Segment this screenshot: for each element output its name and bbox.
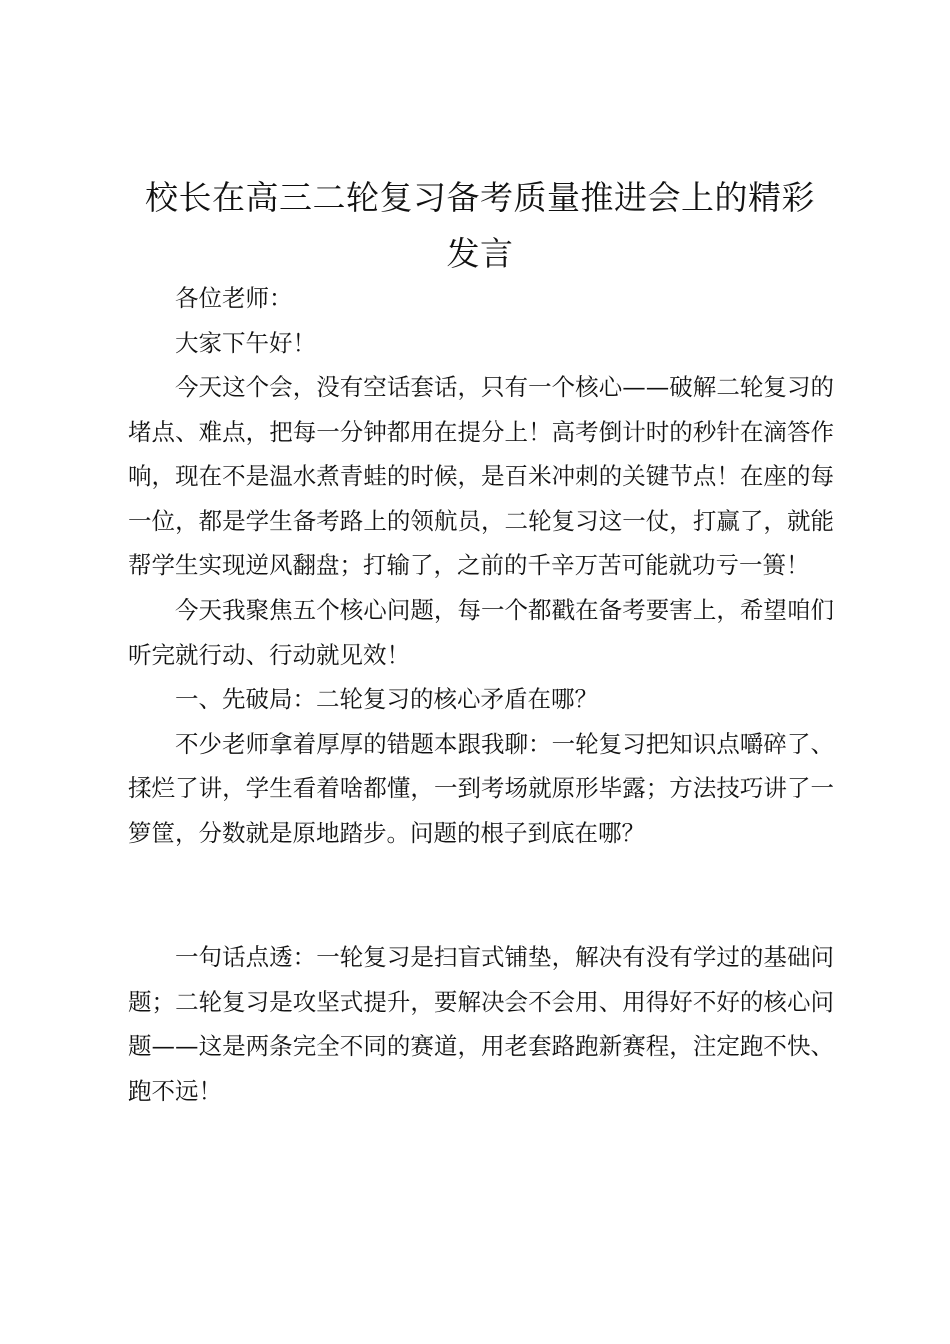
section-heading-1: 一、先破局：二轮复习的核心矛盾在哪？ [175, 685, 598, 714]
body-paragraphs-1 [128, 365, 834, 856]
paragraph-problem: 不少老师拿着厚厚的错题本跟我聊：一轮复习把知识点嚼碎了、揉烂了讲，学生看着啥都懂，一到考场就原形毕露；方法技巧讲了一箩筐，分数就是原地踏步。问题的根子到底在哪？ [128, 729, 834, 847]
greeting: 各位老师： [175, 284, 293, 312]
salutation: 大家下午好！ [175, 328, 316, 357]
greeting-block [128, 276, 834, 365]
title-line-1: 校长在高三二轮复习备考质量推进会上的精彩 [145, 178, 815, 217]
paragraph-answer: 一句话点透：一轮复习是扫盲式铺垫，解决有没有学过的基础问题；二轮复习是攻坚式提升，要解决会不会用、用得好不好的核心问题——这是两条完全不同的赛道，用老套路跑新赛程，注定跑不快、跑不远！ [128, 943, 834, 1105]
body-paragraphs-2 [128, 935, 834, 1113]
title-line-2: 发言 [446, 234, 514, 273]
paragraph-focus: 今天我聚焦五个核心问题，每一个都戳在备考要害上，希望咱们听完就行动、行动就见效！ [128, 595, 834, 669]
document-title [110, 170, 850, 282]
paragraph-opening: 今天这个会，没有空话套话，只有一个核心——破解二轮复习的堵点、难点，把每一分钟都用在提分上！高考倒计时的秒针在滴答作响，现在不是温水煮青蛙的时候，是百米冲刺的关键节点！在座的每一位，都是学生备考路上的领航员，二轮复习这一仗，打赢了，就能帮学生实现逆风翻盘；打输了，之前的千辛万苦可能就功亏一篑！ [128, 373, 834, 580]
